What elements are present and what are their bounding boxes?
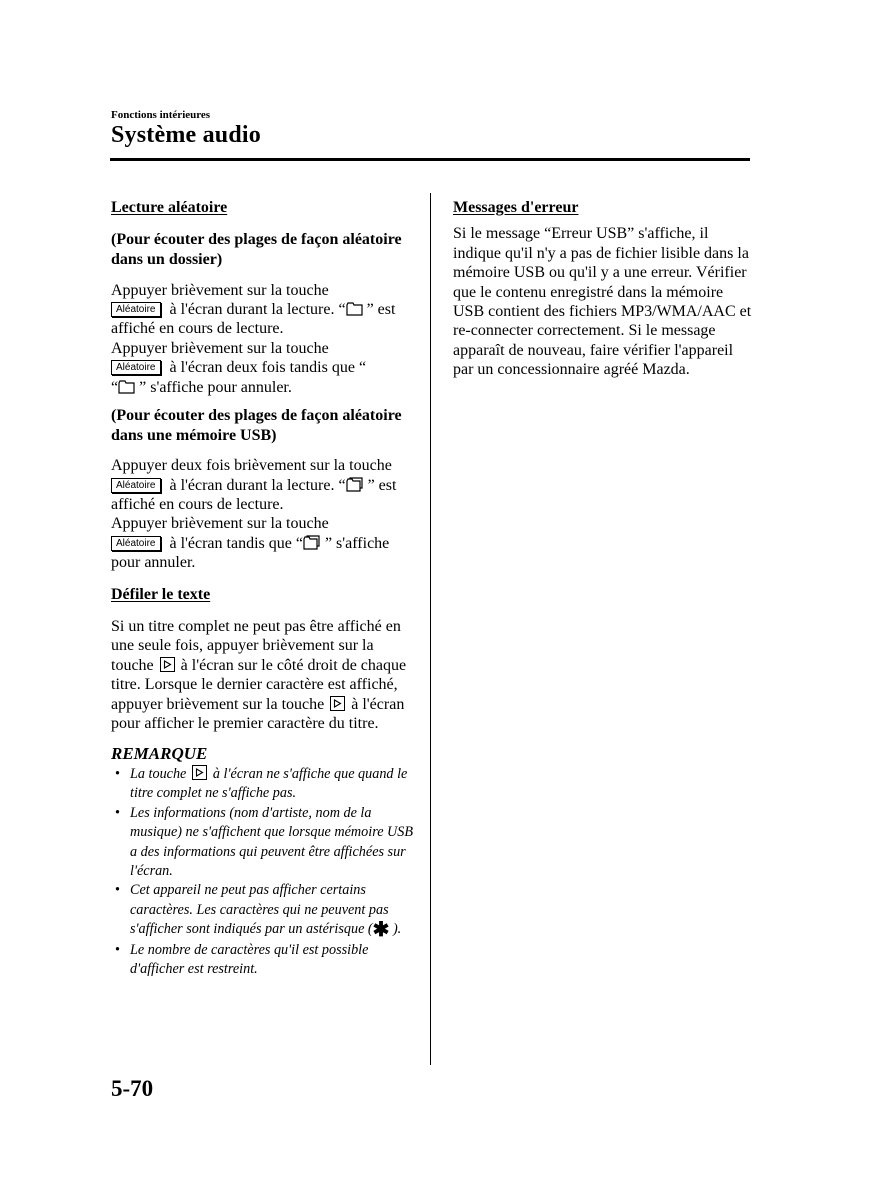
usb-shuffle-subheading: (Pour écouter des plages de façon aléatoire dans une mémoire USB) [111, 407, 402, 444]
usb-shuffle-start-text: Appuyer deux fois brièvement sur la touche Aléatoire à l'écran durant la lecture. “ ” est affiché en cours de lecture. [111, 457, 397, 514]
shuffle-heading: Lecture aléatoire [111, 199, 228, 216]
column-divider [430, 193, 431, 1065]
shuffle-key-icon: Aléatoire [111, 478, 161, 493]
scroll-arrow-icon [192, 765, 207, 780]
error-messages-heading: Messages d'erreur [453, 199, 579, 216]
folder-shuffle-start-text: Appuyer brièvement sur la touche Aléatoire à l'écran durant la lecture. “ ” est affiché en cours de lecture. [111, 281, 396, 338]
note-list [111, 765, 415, 979]
scroll-arrow-icon [160, 657, 175, 672]
asterisk-icon: ✱ [372, 919, 390, 942]
scroll-text-paragraph: Si un titre complet ne peut pas être affiché en une seule fois, appuyer brièvement sur la touche à l'écran sur le côté droit de chaque titre. Lorsque le dernier caractère est affiché, appuyer brièvement sur la touche à l'écran pour afficher le premier caractère du titre. [111, 618, 407, 733]
folder-shuffle-subheading: (Pour écouter des plages de façon aléatoire dans un dossier) [111, 231, 402, 268]
folder-icon [346, 302, 363, 316]
folder-shuffle-cancel-text: Appuyer brièvement sur la touche Aléatoire à l'écran deux fois tandis que “ “ ” s'affiche pour annuler. [111, 339, 367, 396]
section-label: Fonctions intérieures [111, 109, 211, 121]
note-item: • Cet appareil ne peut pas afficher certains caractères. Les caractères qui ne peuvent pas s'afficher sont indiqués par un astérisque (✱ ). [111, 881, 415, 940]
scroll-text-heading: Défiler le texte [111, 585, 211, 603]
note-heading: REMARQUE [111, 743, 208, 763]
note-item: • Les informations (nom d'artiste, nom de la musique) ne s'affichent que lorsque mémoire USB a des informations qui peuvent être affichées sur l'écran. [111, 804, 415, 882]
usb-folder-icon [346, 477, 364, 492]
scroll-arrow-icon [330, 696, 345, 711]
note-item: • La touche à l'écran ne s'affiche que quand le titre complet ne s'affiche pas. [111, 765, 415, 804]
folder-icon [118, 380, 135, 394]
right-column [453, 198, 753, 389]
shuffle-key-icon: Aléatoire [111, 302, 161, 317]
left-column [111, 198, 415, 979]
usb-shuffle-cancel-text: Appuyer brièvement sur la touche Aléatoire à l'écran tandis que “ ” s'affiche pour annuler. [111, 515, 390, 572]
note-item: • Le nombre de caractères qu'il est possible d'afficher est restreint. [111, 941, 415, 980]
page-number: 5-70 [111, 1076, 154, 1101]
error-messages-paragraph: Si le message “Erreur USB” s'affiche, il indique qu'il n'y a pas de fichier lisible dans la mémoire USB ou qu'il y a une erreur. Vérifier que le contenu enregistré dans la mémoire USB contient des fichiers MP3/WMA/AAC et re-connecter correctement. Si le message apparaît de nouveau, faire vérifier l'appareil par un concessionnaire agréé Mazda. [453, 225, 752, 379]
header-rule [110, 158, 750, 161]
page-title: Système audio [111, 122, 261, 148]
shuffle-key-icon: Aléatoire [111, 536, 161, 551]
shuffle-key-icon: Aléatoire [111, 360, 161, 375]
usb-folder-icon [303, 535, 321, 550]
